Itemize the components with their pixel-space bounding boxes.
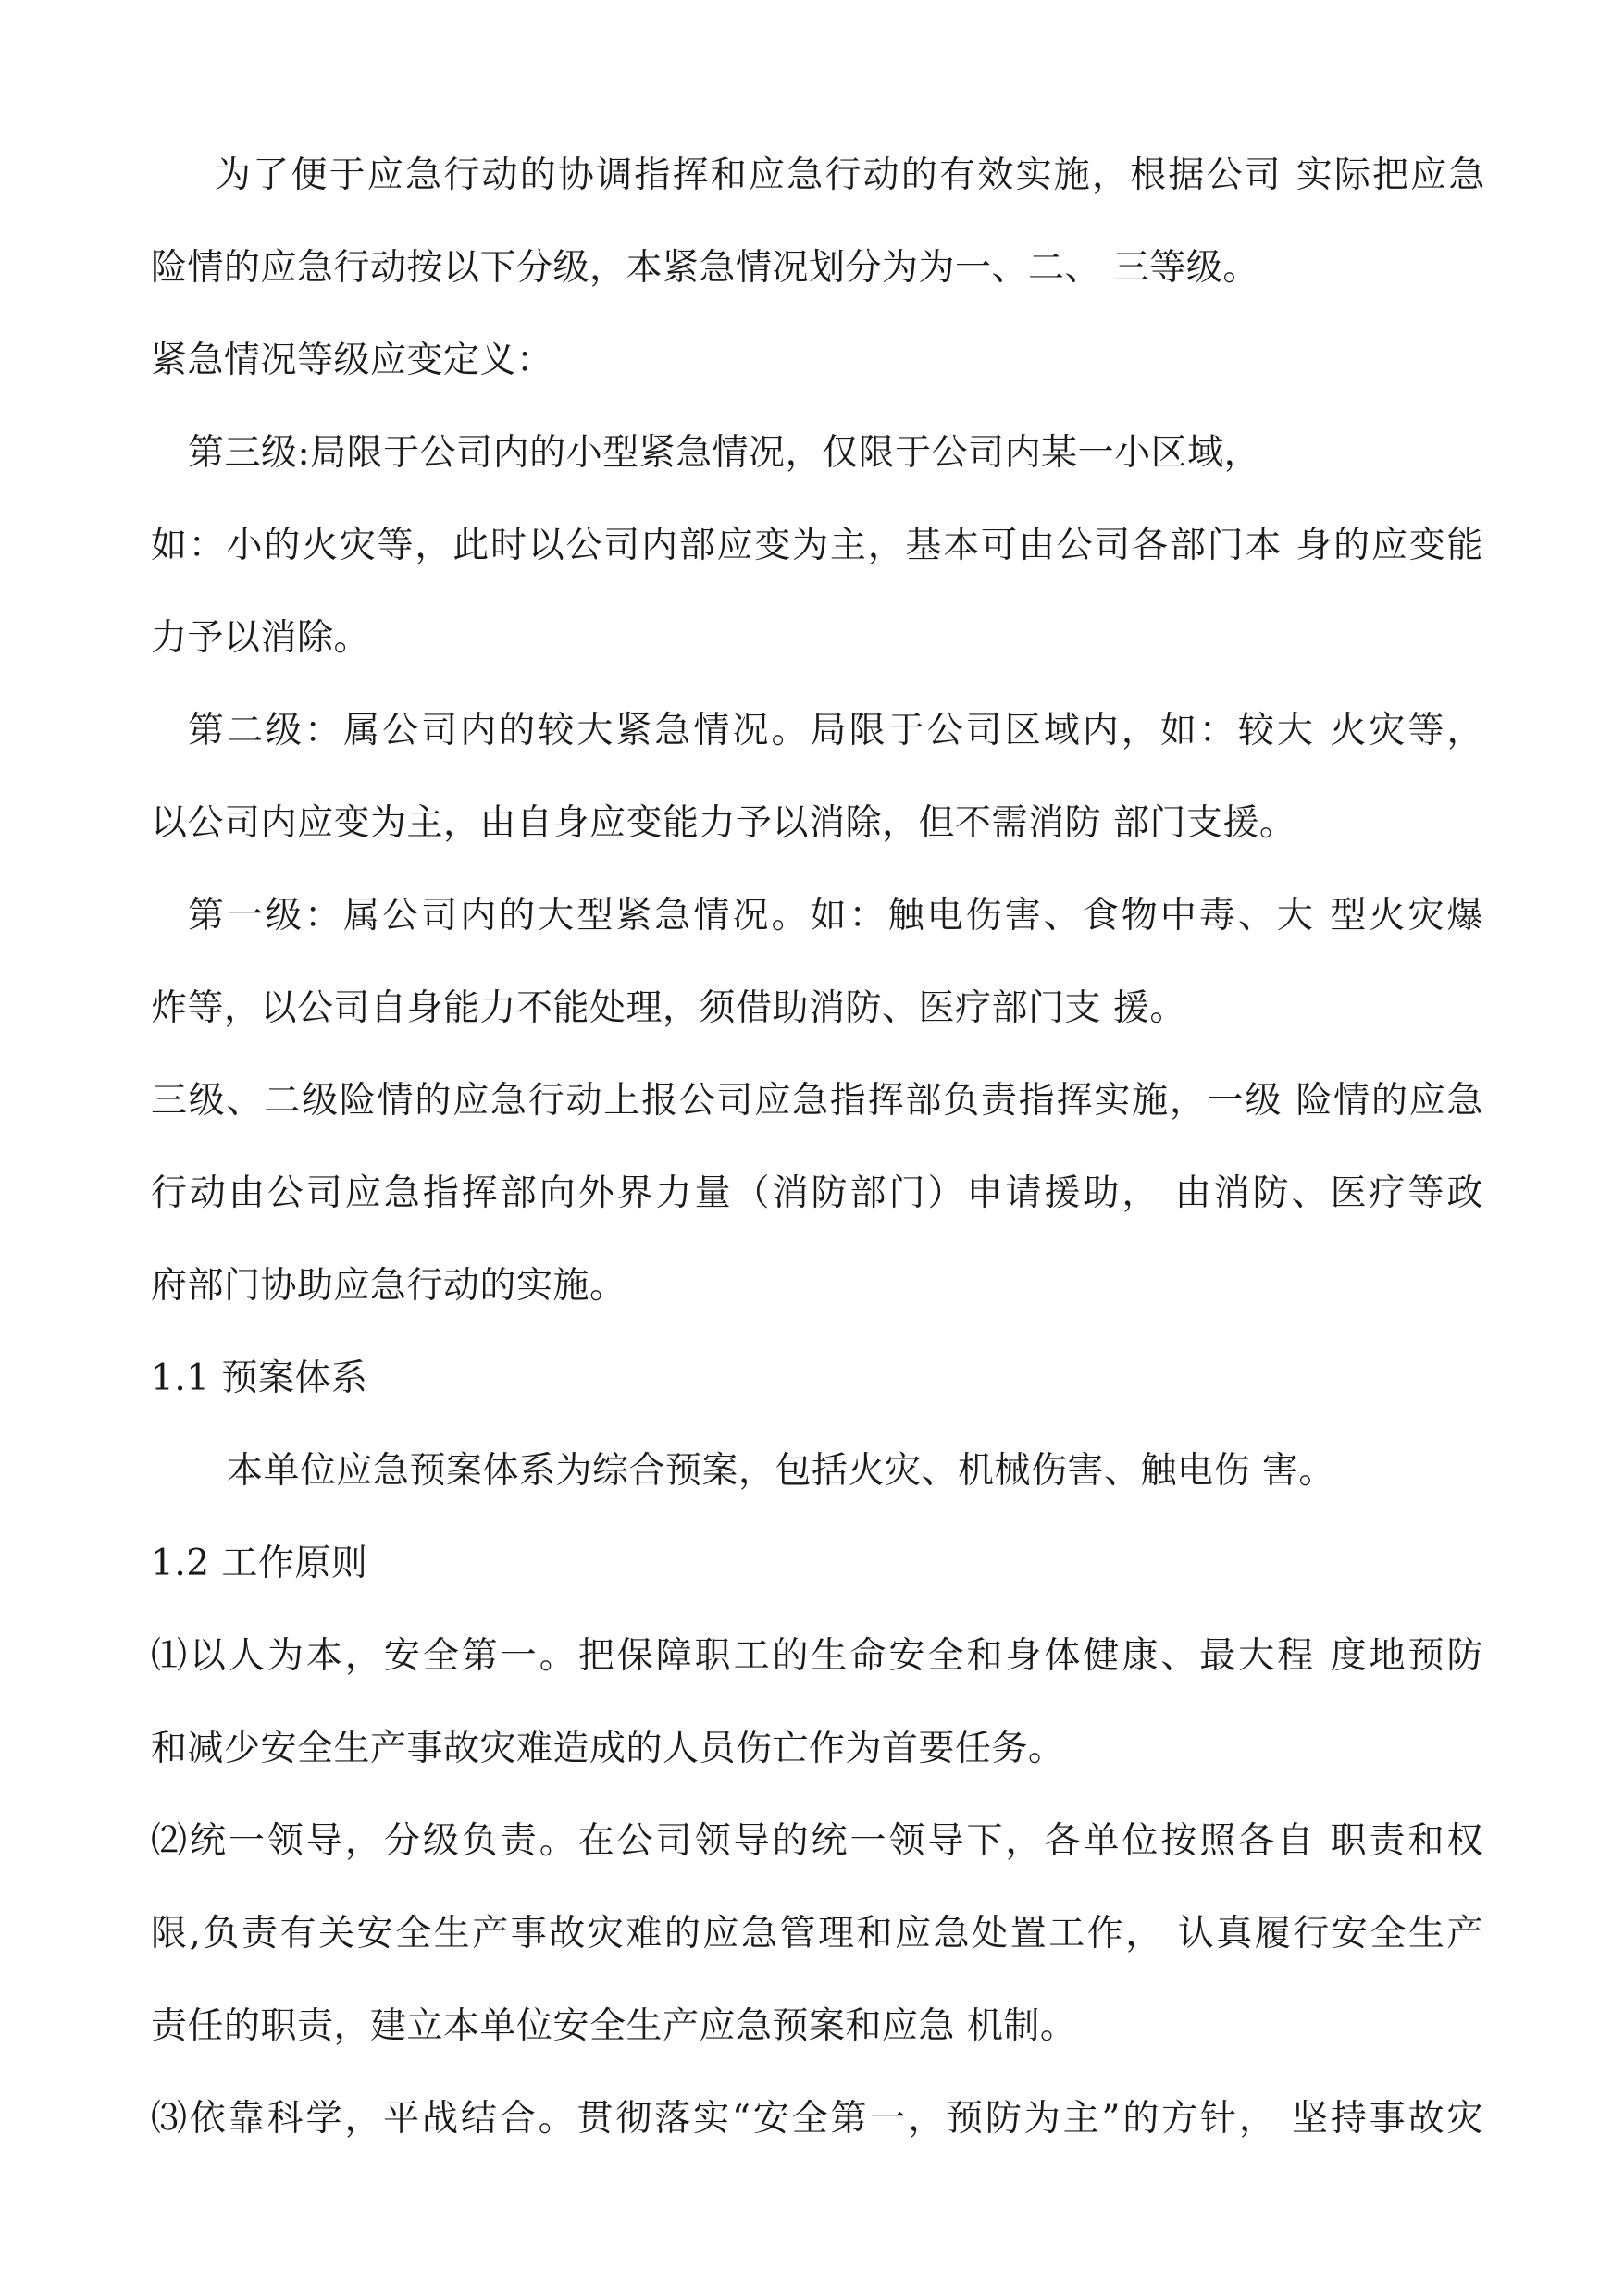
paragraph-line: 为了便于应急行动的协调指挥和应急行动的有效实施，根据公司 实际把应急	[215, 155, 1485, 196]
paragraph-line: 紧急情况等级应变定义：	[151, 340, 553, 381]
paragraph-line: 本单位应急预案体系为综合预案，包括火灾、机械伤害、触电伤 害。	[227, 1450, 1335, 1492]
list-item-line: ⑵统一领导，分级负责。在公司领导的统一领导下，各单位按照各自 职责和权	[151, 1820, 1483, 1862]
list-item-line: 责任的职责，建立本单位安全生产应急预案和应急 机制。	[151, 2005, 1077, 2047]
paragraph-line: 行动由公司应急指挥部向外界力量（消防部门）申请援助， 由消防、医疗等政	[151, 1172, 1483, 1214]
paragraph-line: 险情的应急行动按以下分级，本紧急情况划分为为一、二、 三等级。	[151, 247, 1259, 289]
list-item-line: ⑴以人为本，安全第一。把保障职工的生命安全和身体健康、最大程 度地预防	[151, 1635, 1483, 1677]
paragraph-line: 三级、二级险情的应急行动上报公司应急指挥部负责指挥实施，一级 险情的应急	[151, 1080, 1483, 1122]
paragraph-line: 如：小的火灾等，此时以公司内部应变为主，基本可由公司各部门本 身的应变能	[151, 525, 1483, 566]
paragraph-line: 第三级:局限于公司内的小型紧急情况，仅限于公司内某一小区域，	[188, 432, 1261, 474]
paragraph-line: 以公司内应变为主，由自身应变能力予以消除，但不需消防 部门支援。	[151, 802, 1296, 844]
paragraph-line: 炸等，以公司自身能力不能处理，须借助消防、医疗部门支 援。	[151, 987, 1186, 1029]
section-heading: 1.1 预案体系	[151, 1358, 368, 1399]
list-item-line: 限,负责有关安全生产事故灾难的应急管理和应急处置工作， 认真履行安全生产	[151, 1913, 1483, 1954]
section-heading: 1.2 工作原则	[151, 1543, 368, 1584]
list-item-line: ⑶依靠科学，平战结合。贯彻落实“安全第一，预防为主”的方针， 坚持事故灾	[151, 2098, 1483, 2140]
list-item-line: 和减少安全生产事故灾难造成的人员伤亡作为首要任务。	[151, 1728, 1065, 1769]
paragraph-line: 第一级：属公司内的大型紧急情况。如：触电伤害、食物中毒、大 型火灾爆	[188, 895, 1483, 937]
paragraph-line: 力予以消除。	[151, 617, 371, 659]
paragraph-line: 第二级：属公司内的较大紧急情况。局限于公司区域内，如：较大 火灾等，	[188, 710, 1483, 751]
paragraph-line: 府部门协助应急行动的实施。	[151, 1265, 626, 1307]
